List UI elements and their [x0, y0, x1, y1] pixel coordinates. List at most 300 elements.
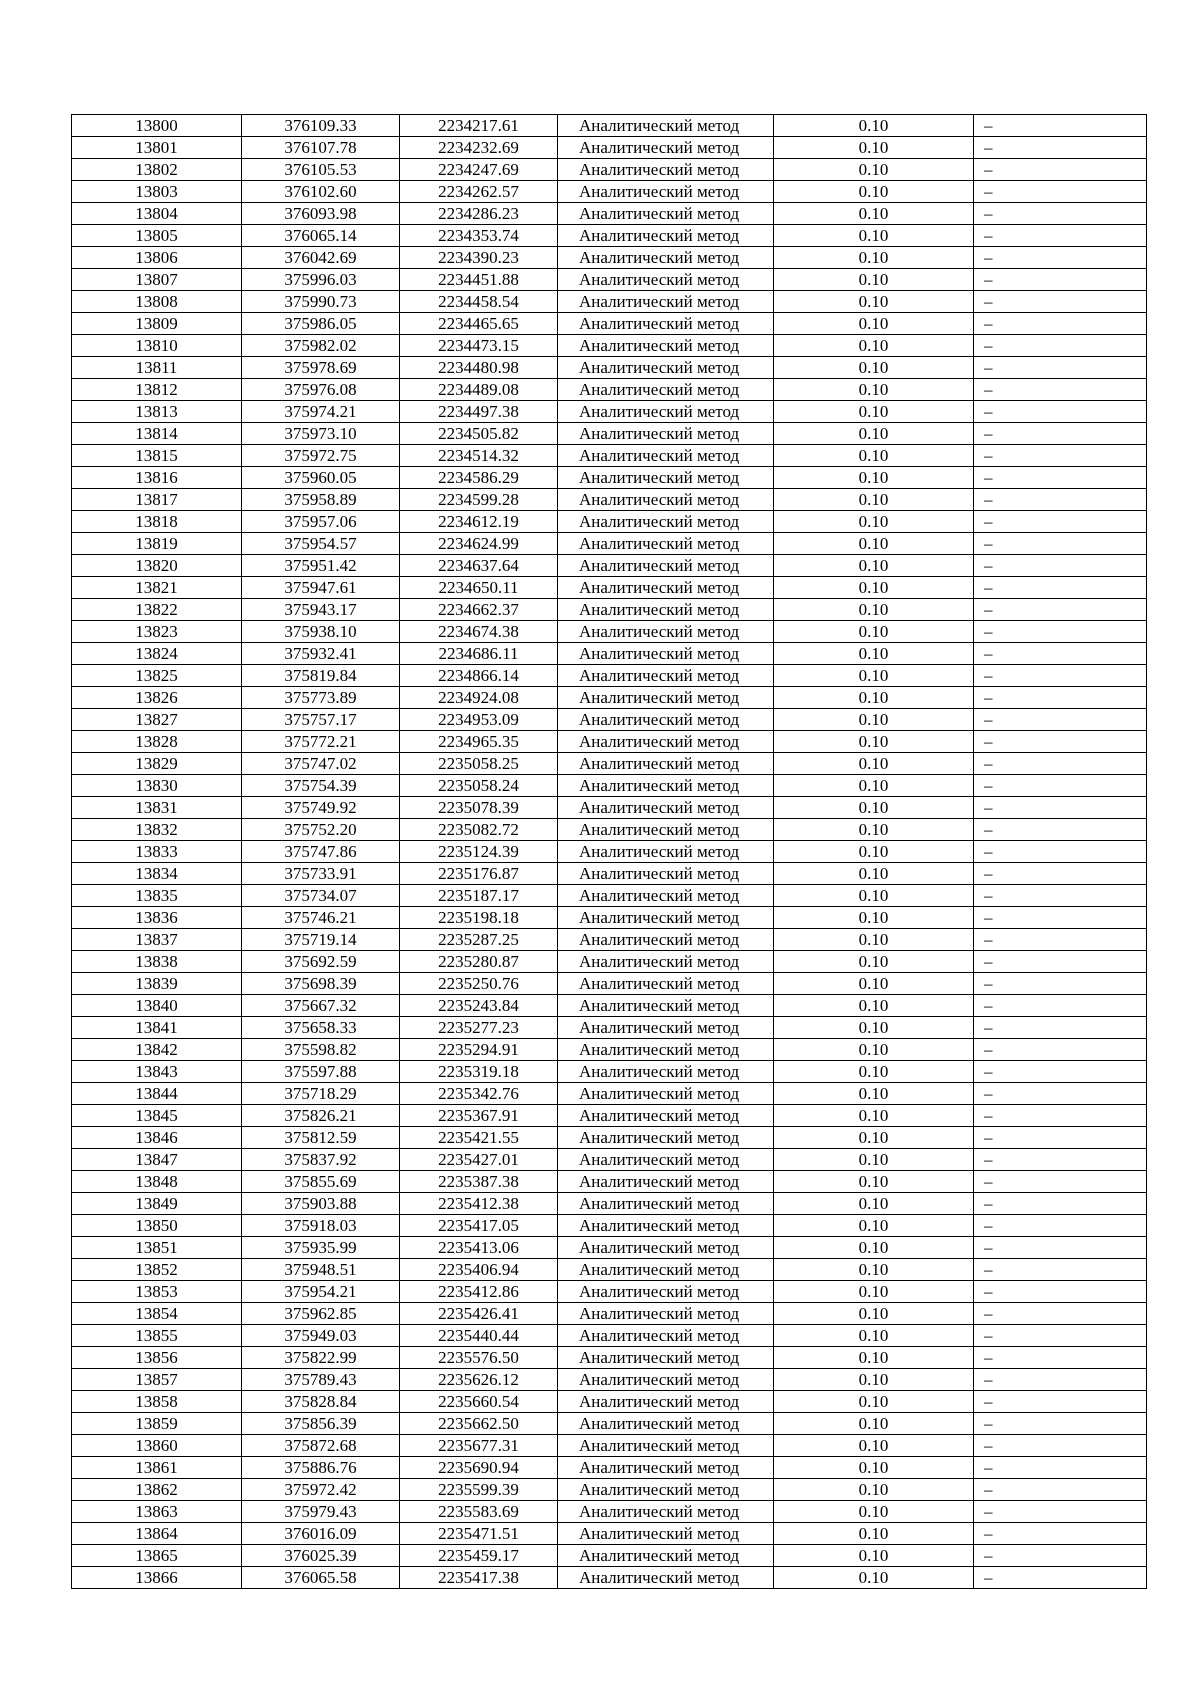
description-cell: –	[974, 137, 1147, 159]
y-coordinate-cell: 2234924.08	[400, 687, 558, 709]
y-coordinate-cell: 2234965.35	[400, 731, 558, 753]
x-coordinate-cell: 375974.21	[242, 401, 400, 423]
description-cell: –	[974, 621, 1147, 643]
method-cell: Аналитический метод	[558, 819, 774, 841]
point-number-cell: 13854	[72, 1303, 242, 1325]
y-coordinate-cell: 2235690.94	[400, 1457, 558, 1479]
table-row	[72, 1039, 1147, 1061]
table-row	[72, 1545, 1147, 1567]
description-cell: –	[974, 1171, 1147, 1193]
y-coordinate-cell: 2235058.25	[400, 753, 558, 775]
point-number-cell: 13826	[72, 687, 242, 709]
point-number-cell: 13815	[72, 445, 242, 467]
table-row	[72, 1083, 1147, 1105]
method-cell: Аналитический метод	[558, 797, 774, 819]
description-cell: –	[974, 1567, 1147, 1589]
point-number-cell: 13833	[72, 841, 242, 863]
point-number-cell: 13831	[72, 797, 242, 819]
method-cell: Аналитический метод	[558, 709, 774, 731]
description-cell: –	[974, 797, 1147, 819]
x-coordinate-cell: 375812.59	[242, 1127, 400, 1149]
y-coordinate-cell: 2234514.32	[400, 445, 558, 467]
accuracy-cell: 0.10	[774, 1171, 974, 1193]
method-cell: Аналитический метод	[558, 929, 774, 951]
method-cell: Аналитический метод	[558, 1523, 774, 1545]
x-coordinate-cell: 375872.68	[242, 1435, 400, 1457]
method-cell: Аналитический метод	[558, 489, 774, 511]
table-row	[72, 1523, 1147, 1545]
description-cell: –	[974, 929, 1147, 951]
point-number-cell: 13849	[72, 1193, 242, 1215]
description-cell: –	[974, 687, 1147, 709]
y-coordinate-cell: 2234473.15	[400, 335, 558, 357]
y-coordinate-cell: 2235660.54	[400, 1391, 558, 1413]
method-cell: Аналитический метод	[558, 181, 774, 203]
accuracy-cell: 0.10	[774, 357, 974, 379]
y-coordinate-cell: 2235417.38	[400, 1567, 558, 1589]
method-cell: Аналитический метод	[558, 995, 774, 1017]
y-coordinate-cell: 2235187.17	[400, 885, 558, 907]
description-cell: –	[974, 731, 1147, 753]
accuracy-cell: 0.10	[774, 1303, 974, 1325]
table-row	[72, 687, 1147, 709]
x-coordinate-cell: 375979.43	[242, 1501, 400, 1523]
x-coordinate-cell: 376107.78	[242, 137, 400, 159]
table-row	[72, 1413, 1147, 1435]
accuracy-cell: 0.10	[774, 1435, 974, 1457]
method-cell: Аналитический метод	[558, 115, 774, 137]
description-cell: –	[974, 841, 1147, 863]
method-cell: Аналитический метод	[558, 159, 774, 181]
x-coordinate-cell: 375837.92	[242, 1149, 400, 1171]
accuracy-cell: 0.10	[774, 225, 974, 247]
method-cell: Аналитический метод	[558, 1237, 774, 1259]
table-row	[72, 973, 1147, 995]
x-coordinate-cell: 375918.03	[242, 1215, 400, 1237]
table-row	[72, 445, 1147, 467]
accuracy-cell: 0.10	[774, 1413, 974, 1435]
description-cell: –	[974, 313, 1147, 335]
table-row	[72, 753, 1147, 775]
table-row	[72, 885, 1147, 907]
x-coordinate-cell: 375658.33	[242, 1017, 400, 1039]
description-cell: –	[974, 1083, 1147, 1105]
accuracy-cell: 0.10	[774, 1237, 974, 1259]
x-coordinate-cell: 375886.76	[242, 1457, 400, 1479]
method-cell: Аналитический метод	[558, 1039, 774, 1061]
description-cell: –	[974, 1105, 1147, 1127]
description-cell: –	[974, 775, 1147, 797]
description-cell: –	[974, 291, 1147, 313]
description-cell: –	[974, 863, 1147, 885]
accuracy-cell: 0.10	[774, 423, 974, 445]
table-row	[72, 819, 1147, 841]
table-row	[72, 1149, 1147, 1171]
table-row	[72, 1237, 1147, 1259]
y-coordinate-cell: 2234686.11	[400, 643, 558, 665]
point-number-cell: 13829	[72, 753, 242, 775]
description-cell: –	[974, 511, 1147, 533]
point-number-cell: 13832	[72, 819, 242, 841]
point-number-cell: 13838	[72, 951, 242, 973]
point-number-cell: 13850	[72, 1215, 242, 1237]
point-number-cell: 13822	[72, 599, 242, 621]
accuracy-cell: 0.10	[774, 467, 974, 489]
accuracy-cell: 0.10	[774, 1017, 974, 1039]
table-row	[72, 841, 1147, 863]
table-row	[72, 181, 1147, 203]
table-row	[72, 1347, 1147, 1369]
table-row	[72, 797, 1147, 819]
x-coordinate-cell: 375962.85	[242, 1303, 400, 1325]
description-cell: –	[974, 1545, 1147, 1567]
accuracy-cell: 0.10	[774, 819, 974, 841]
table-row	[72, 203, 1147, 225]
x-coordinate-cell: 375976.08	[242, 379, 400, 401]
table-row	[72, 137, 1147, 159]
y-coordinate-cell: 2235412.38	[400, 1193, 558, 1215]
y-coordinate-cell: 2235427.01	[400, 1149, 558, 1171]
method-cell: Аналитический метод	[558, 247, 774, 269]
point-number-cell: 13801	[72, 137, 242, 159]
y-coordinate-cell: 2234232.69	[400, 137, 558, 159]
accuracy-cell: 0.10	[774, 1149, 974, 1171]
accuracy-cell: 0.10	[774, 863, 974, 885]
accuracy-cell: 0.10	[774, 621, 974, 643]
accuracy-cell: 0.10	[774, 291, 974, 313]
method-cell: Аналитический метод	[558, 1413, 774, 1435]
accuracy-cell: 0.10	[774, 533, 974, 555]
table-row	[72, 1435, 1147, 1457]
x-coordinate-cell: 375982.02	[242, 335, 400, 357]
point-number-cell: 13823	[72, 621, 242, 643]
x-coordinate-cell: 376109.33	[242, 115, 400, 137]
method-cell: Аналитический метод	[558, 445, 774, 467]
y-coordinate-cell: 2235626.12	[400, 1369, 558, 1391]
y-coordinate-cell: 2235662.50	[400, 1413, 558, 1435]
accuracy-cell: 0.10	[774, 1545, 974, 1567]
description-cell: –	[974, 1215, 1147, 1237]
accuracy-cell: 0.10	[774, 1127, 974, 1149]
table-row	[72, 401, 1147, 423]
y-coordinate-cell: 2234247.69	[400, 159, 558, 181]
description-cell: –	[974, 907, 1147, 929]
accuracy-cell: 0.10	[774, 973, 974, 995]
x-coordinate-cell: 375949.03	[242, 1325, 400, 1347]
x-coordinate-cell: 375747.86	[242, 841, 400, 863]
accuracy-cell: 0.10	[774, 687, 974, 709]
x-coordinate-cell: 375947.61	[242, 577, 400, 599]
description-cell: –	[974, 467, 1147, 489]
accuracy-cell: 0.10	[774, 115, 974, 137]
x-coordinate-cell: 375960.05	[242, 467, 400, 489]
method-cell: Аналитический метод	[558, 511, 774, 533]
point-number-cell: 13865	[72, 1545, 242, 1567]
y-coordinate-cell: 2235576.50	[400, 1347, 558, 1369]
description-cell: –	[974, 1391, 1147, 1413]
method-cell: Аналитический метод	[558, 423, 774, 445]
description-cell: –	[974, 1501, 1147, 1523]
table-row	[72, 1171, 1147, 1193]
point-number-cell: 13834	[72, 863, 242, 885]
table-row	[72, 951, 1147, 973]
method-cell: Аналитический метод	[558, 1501, 774, 1523]
x-coordinate-cell: 375597.88	[242, 1061, 400, 1083]
accuracy-cell: 0.10	[774, 1347, 974, 1369]
description-cell: –	[974, 357, 1147, 379]
description-cell: –	[974, 1435, 1147, 1457]
y-coordinate-cell: 2235176.87	[400, 863, 558, 885]
description-cell: –	[974, 1193, 1147, 1215]
method-cell: Аналитический метод	[558, 335, 774, 357]
accuracy-cell: 0.10	[774, 313, 974, 335]
y-coordinate-cell: 2235583.69	[400, 1501, 558, 1523]
x-coordinate-cell: 375954.57	[242, 533, 400, 555]
table-row	[72, 995, 1147, 1017]
point-number-cell: 13802	[72, 159, 242, 181]
method-cell: Аналитический метод	[558, 665, 774, 687]
y-coordinate-cell: 2234451.88	[400, 269, 558, 291]
description-cell: –	[974, 401, 1147, 423]
x-coordinate-cell: 375598.82	[242, 1039, 400, 1061]
y-coordinate-cell: 2234480.98	[400, 357, 558, 379]
x-coordinate-cell: 375757.17	[242, 709, 400, 731]
method-cell: Аналитический метод	[558, 555, 774, 577]
y-coordinate-cell: 2234624.99	[400, 533, 558, 555]
method-cell: Аналитический метод	[558, 357, 774, 379]
accuracy-cell: 0.10	[774, 995, 974, 1017]
accuracy-cell: 0.10	[774, 599, 974, 621]
x-coordinate-cell: 375819.84	[242, 665, 400, 687]
table-row	[72, 1567, 1147, 1589]
x-coordinate-cell: 375932.41	[242, 643, 400, 665]
point-number-cell: 13830	[72, 775, 242, 797]
point-number-cell: 13821	[72, 577, 242, 599]
description-cell: –	[974, 753, 1147, 775]
table-row	[72, 929, 1147, 951]
accuracy-cell: 0.10	[774, 137, 974, 159]
description-cell: –	[974, 555, 1147, 577]
point-number-cell: 13803	[72, 181, 242, 203]
description-cell: –	[974, 1479, 1147, 1501]
accuracy-cell: 0.10	[774, 775, 974, 797]
table-row	[72, 1127, 1147, 1149]
description-cell: –	[974, 643, 1147, 665]
description-cell: –	[974, 1413, 1147, 1435]
point-number-cell: 13813	[72, 401, 242, 423]
table-row	[72, 775, 1147, 797]
accuracy-cell: 0.10	[774, 511, 974, 533]
y-coordinate-cell: 2234458.54	[400, 291, 558, 313]
method-cell: Аналитический метод	[558, 1105, 774, 1127]
x-coordinate-cell: 375773.89	[242, 687, 400, 709]
point-number-cell: 13856	[72, 1347, 242, 1369]
x-coordinate-cell: 376093.98	[242, 203, 400, 225]
point-number-cell: 13804	[72, 203, 242, 225]
y-coordinate-cell: 2235342.76	[400, 1083, 558, 1105]
x-coordinate-cell: 376102.60	[242, 181, 400, 203]
table-row	[72, 1369, 1147, 1391]
accuracy-cell: 0.10	[774, 1039, 974, 1061]
x-coordinate-cell: 375856.39	[242, 1413, 400, 1435]
point-number-cell: 13848	[72, 1171, 242, 1193]
description-cell: –	[974, 159, 1147, 181]
point-number-cell: 13818	[72, 511, 242, 533]
x-coordinate-cell: 375746.21	[242, 907, 400, 929]
description-cell: –	[974, 599, 1147, 621]
description-cell: –	[974, 181, 1147, 203]
table-row	[72, 1479, 1147, 1501]
point-number-cell: 13825	[72, 665, 242, 687]
method-cell: Аналитический метод	[558, 1061, 774, 1083]
x-coordinate-cell: 375951.42	[242, 555, 400, 577]
point-number-cell: 13861	[72, 1457, 242, 1479]
description-cell: –	[974, 379, 1147, 401]
point-number-cell: 13855	[72, 1325, 242, 1347]
table-row	[72, 1105, 1147, 1127]
x-coordinate-cell: 375754.39	[242, 775, 400, 797]
description-cell: –	[974, 1237, 1147, 1259]
point-number-cell: 13809	[72, 313, 242, 335]
accuracy-cell: 0.10	[774, 709, 974, 731]
table-row	[72, 335, 1147, 357]
description-cell: –	[974, 885, 1147, 907]
method-cell: Аналитический метод	[558, 907, 774, 929]
description-cell: –	[974, 489, 1147, 511]
x-coordinate-cell: 375972.75	[242, 445, 400, 467]
accuracy-cell: 0.10	[774, 489, 974, 511]
description-cell: –	[974, 1325, 1147, 1347]
accuracy-cell: 0.10	[774, 335, 974, 357]
accuracy-cell: 0.10	[774, 577, 974, 599]
table-row	[72, 1457, 1147, 1479]
accuracy-cell: 0.10	[774, 1105, 974, 1127]
y-coordinate-cell: 2235471.51	[400, 1523, 558, 1545]
table-row	[72, 599, 1147, 621]
y-coordinate-cell: 2235124.39	[400, 841, 558, 863]
y-coordinate-cell: 2235426.41	[400, 1303, 558, 1325]
description-cell: –	[974, 269, 1147, 291]
x-coordinate-cell: 376025.39	[242, 1545, 400, 1567]
method-cell: Аналитический метод	[558, 1303, 774, 1325]
y-coordinate-cell: 2235387.38	[400, 1171, 558, 1193]
x-coordinate-cell: 376105.53	[242, 159, 400, 181]
x-coordinate-cell: 375826.21	[242, 1105, 400, 1127]
accuracy-cell: 0.10	[774, 445, 974, 467]
method-cell: Аналитический метод	[558, 841, 774, 863]
point-number-cell: 13845	[72, 1105, 242, 1127]
x-coordinate-cell: 375938.10	[242, 621, 400, 643]
method-cell: Аналитический метод	[558, 1193, 774, 1215]
table-row	[72, 159, 1147, 181]
accuracy-cell: 0.10	[774, 159, 974, 181]
method-cell: Аналитический метод	[558, 1017, 774, 1039]
accuracy-cell: 0.10	[774, 1391, 974, 1413]
y-coordinate-cell: 2235440.44	[400, 1325, 558, 1347]
y-coordinate-cell: 2234489.08	[400, 379, 558, 401]
accuracy-cell: 0.10	[774, 643, 974, 665]
description-cell: –	[974, 1039, 1147, 1061]
x-coordinate-cell: 375996.03	[242, 269, 400, 291]
y-coordinate-cell: 2235459.17	[400, 1545, 558, 1567]
accuracy-cell: 0.10	[774, 841, 974, 863]
y-coordinate-cell: 2235198.18	[400, 907, 558, 929]
y-coordinate-cell: 2234286.23	[400, 203, 558, 225]
description-cell: –	[974, 423, 1147, 445]
x-coordinate-cell: 375903.88	[242, 1193, 400, 1215]
coordinates-table-body	[72, 115, 1147, 1589]
point-number-cell: 13817	[72, 489, 242, 511]
point-number-cell: 13859	[72, 1413, 242, 1435]
table-row	[72, 1061, 1147, 1083]
point-number-cell: 13806	[72, 247, 242, 269]
table-row	[72, 1501, 1147, 1523]
y-coordinate-cell: 2234612.19	[400, 511, 558, 533]
coordinates-table	[71, 114, 1147, 1589]
point-number-cell: 13807	[72, 269, 242, 291]
point-number-cell: 13857	[72, 1369, 242, 1391]
method-cell: Аналитический метод	[558, 1281, 774, 1303]
table-row	[72, 1303, 1147, 1325]
point-number-cell: 13841	[72, 1017, 242, 1039]
point-number-cell: 13827	[72, 709, 242, 731]
point-number-cell: 13840	[72, 995, 242, 1017]
y-coordinate-cell: 2235078.39	[400, 797, 558, 819]
description-cell: –	[974, 1061, 1147, 1083]
y-coordinate-cell: 2235250.76	[400, 973, 558, 995]
x-coordinate-cell: 375822.99	[242, 1347, 400, 1369]
point-number-cell: 13853	[72, 1281, 242, 1303]
description-cell: –	[974, 665, 1147, 687]
table-row	[72, 511, 1147, 533]
point-number-cell: 13824	[72, 643, 242, 665]
description-cell: –	[974, 709, 1147, 731]
y-coordinate-cell: 2235677.31	[400, 1435, 558, 1457]
point-number-cell: 13851	[72, 1237, 242, 1259]
point-number-cell: 13852	[72, 1259, 242, 1281]
table-row	[72, 115, 1147, 137]
accuracy-cell: 0.10	[774, 1567, 974, 1589]
description-cell: –	[974, 203, 1147, 225]
point-number-cell: 13862	[72, 1479, 242, 1501]
y-coordinate-cell: 2234390.23	[400, 247, 558, 269]
method-cell: Аналитический метод	[558, 687, 774, 709]
table-row	[72, 313, 1147, 335]
y-coordinate-cell: 2235412.86	[400, 1281, 558, 1303]
description-cell: –	[974, 1259, 1147, 1281]
table-row	[72, 1259, 1147, 1281]
x-coordinate-cell: 375957.06	[242, 511, 400, 533]
y-coordinate-cell: 2235406.94	[400, 1259, 558, 1281]
y-coordinate-cell: 2234599.28	[400, 489, 558, 511]
accuracy-cell: 0.10	[774, 753, 974, 775]
description-cell: –	[974, 995, 1147, 1017]
accuracy-cell: 0.10	[774, 929, 974, 951]
description-cell: –	[974, 577, 1147, 599]
table-row	[72, 1193, 1147, 1215]
y-coordinate-cell: 2235058.24	[400, 775, 558, 797]
accuracy-cell: 0.10	[774, 203, 974, 225]
accuracy-cell: 0.10	[774, 1083, 974, 1105]
y-coordinate-cell: 2234866.14	[400, 665, 558, 687]
description-cell: –	[974, 1369, 1147, 1391]
x-coordinate-cell: 375698.39	[242, 973, 400, 995]
table-row	[72, 423, 1147, 445]
method-cell: Аналитический метод	[558, 1369, 774, 1391]
accuracy-cell: 0.10	[774, 665, 974, 687]
y-coordinate-cell: 2235413.06	[400, 1237, 558, 1259]
method-cell: Аналитический метод	[558, 401, 774, 423]
